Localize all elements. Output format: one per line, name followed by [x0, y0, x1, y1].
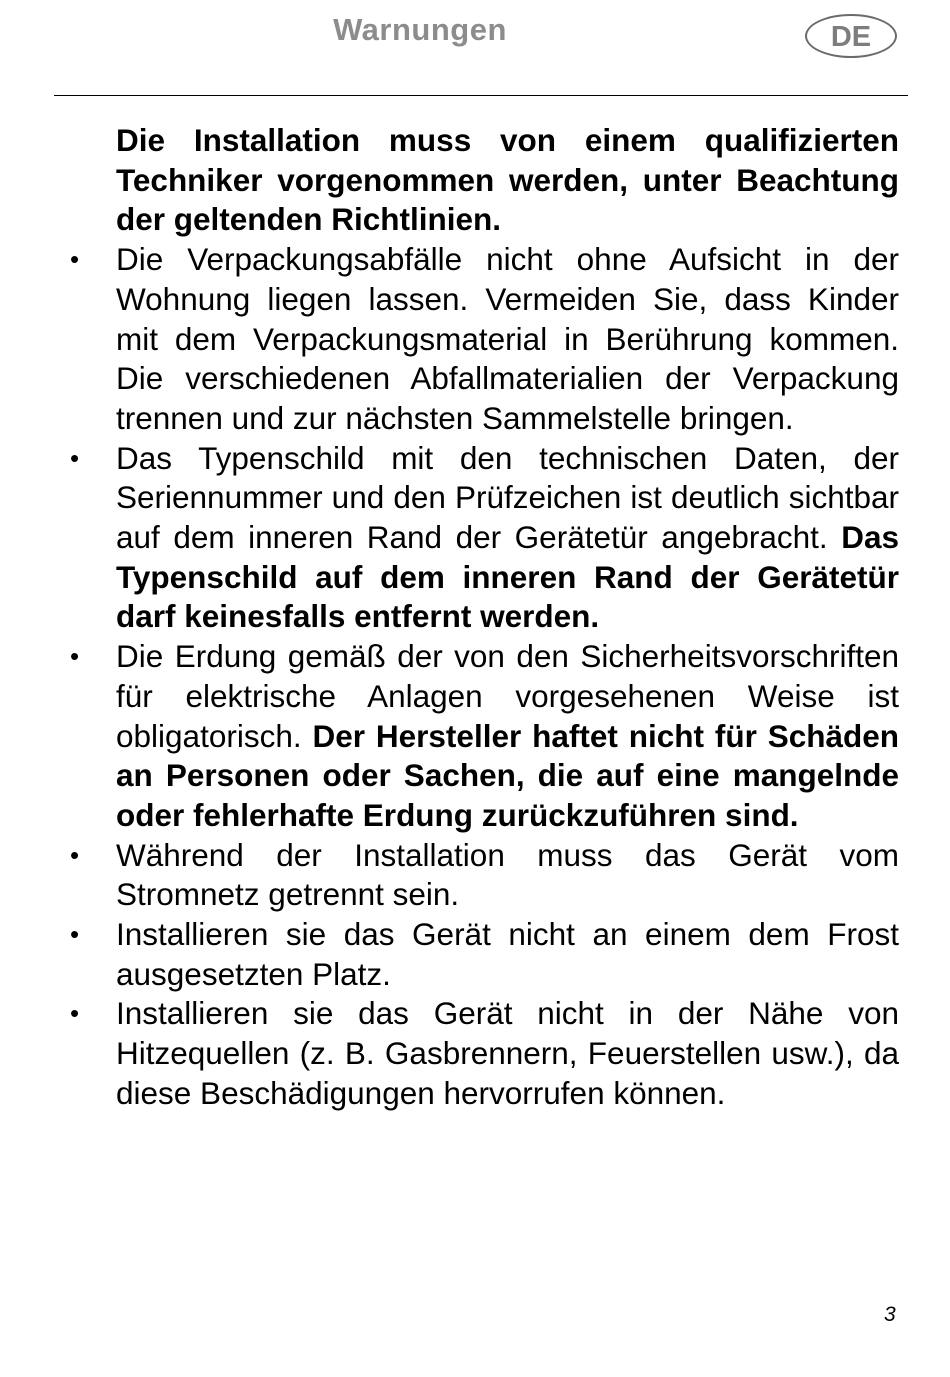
warnings-content	[70, 121, 899, 1114]
list-item	[70, 836, 899, 915]
list-item-text: Die Erdung gemäß der von den Sicherheitsvorschriften für elektrische Anlagen vorgesehenen Weise ist obligatorisch.	[116, 638, 899, 754]
bullet-icon: •	[70, 839, 80, 870]
list-item	[70, 994, 899, 1113]
bullet-icon: •	[70, 919, 80, 950]
list-item	[70, 240, 899, 439]
bullet-icon: •	[70, 442, 80, 473]
bullet-icon: •	[70, 998, 80, 1029]
list-item-warning-text: Der Hersteller haftet nicht für Schäden an Personen oder Sachen, die auf eine mangelnde oder fehlerhafte Erdung zurückzuführen sind.	[116, 717, 899, 833]
list-item-text: Während der Installation muss das Gerät vom Stromnetz getrennt sein.	[116, 836, 899, 913]
list-item	[70, 637, 899, 836]
list-item-text: Installieren sie das Gerät nicht an einem dem Frost ausgesetzten Platz.	[116, 916, 899, 992]
list-item	[70, 439, 899, 638]
intro-paragraph: Die Installation muss von einem qualifizierten Techniker vorgenommen werden, unter Beachtung der geltenden Richtlinien.	[116, 122, 899, 238]
list-item-text: Installieren sie das Gerät nicht in der Nähe von Hitzequellen (z. B. Gasbrennern, Feuerstellen usw.), da diese Beschädigungen hervorrufen können.	[116, 995, 899, 1111]
page-number: 3	[884, 1303, 896, 1326]
bullet-icon: •	[70, 641, 80, 672]
list-item-warning-text: Das Typenschild auf dem inneren Rand der Gerätetür darf keinesfalls entfernt werden.	[116, 519, 899, 635]
language-badge: DE	[805, 14, 897, 58]
bullet-icon: •	[70, 244, 80, 275]
list-item-text: Das Typenschild mit den technischen Daten, der Seriennummer und den Prüfzeichen ist deutlich sichtbar auf dem inneren Rand der Gerätetür angebracht.	[116, 439, 899, 556]
list-item	[70, 915, 899, 994]
list-item-text: Die Verpackungsabfälle nicht ohne Aufsicht in der Wohnung liegen lassen. Vermeiden Sie, dass Kinder mit dem Verpackungsmaterial in Berührung kommen. Die verschiedenen Abfallmaterialien der Verpackung trennen und zur nächsten Sammelstelle bringen.	[116, 241, 899, 436]
page-title: Warnungen	[333, 12, 507, 47]
header-divider	[54, 95, 908, 96]
